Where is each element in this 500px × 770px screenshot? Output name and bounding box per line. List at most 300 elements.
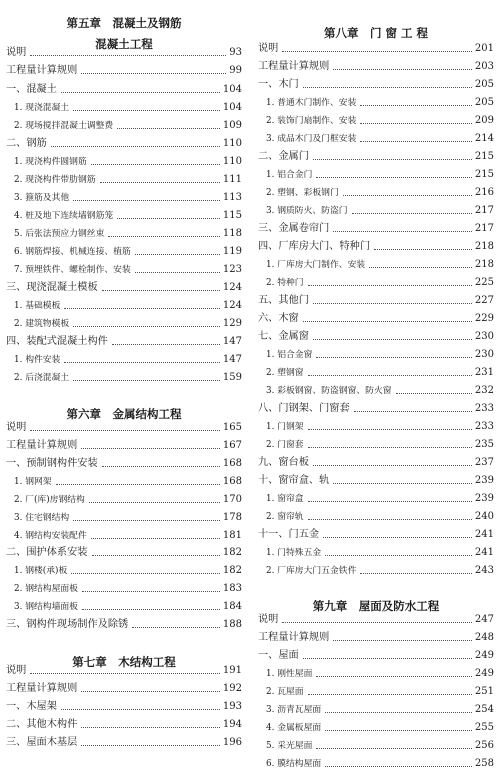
entry-title: 3. 住宅钢结构: [14, 512, 70, 523]
dot-leader: [303, 658, 472, 659]
toc-entry[interactable]: [258, 289, 494, 307]
dot-leader: [117, 128, 220, 129]
page-number: 147: [222, 353, 242, 365]
dot-leader: [308, 694, 472, 695]
toc-subentry[interactable]: [258, 433, 494, 451]
dot-leader: [132, 627, 220, 628]
entry-title: 九、窗台板: [258, 456, 309, 468]
toc-entry[interactable]: [6, 541, 242, 559]
page-number: 159: [222, 371, 242, 383]
toc-subentry[interactable]: [6, 222, 242, 240]
page-number: 178: [222, 511, 242, 523]
entry-title: 一、木屋架: [6, 700, 57, 712]
page-number: 193: [222, 700, 242, 712]
page-number: 241: [474, 528, 494, 540]
dot-leader: [313, 159, 472, 160]
page-number: 205: [474, 78, 494, 90]
toc-subentry[interactable]: [6, 595, 242, 613]
toc-subentry[interactable]: [258, 734, 494, 752]
page-number: 215: [474, 150, 494, 162]
entry-title: 1. 现浇混凝土: [14, 102, 70, 113]
entry-title: 1. 钢楼(承)板: [14, 565, 68, 576]
toc-entry[interactable]: [6, 59, 242, 77]
entry-title: 1. 门钢架: [266, 421, 304, 432]
dot-leader: [56, 484, 220, 485]
dot-leader: [303, 87, 472, 88]
page-number: 247: [474, 613, 494, 625]
toc-subentry[interactable]: [258, 271, 494, 289]
entry-title: 二、围护体系安装: [6, 546, 88, 558]
page-number: 230: [474, 348, 494, 360]
dot-leader: [308, 519, 472, 520]
toc-subentry[interactable]: [6, 96, 242, 114]
toc-entry[interactable]: [6, 713, 242, 731]
entry-title: 三、钢构件现场制作及除锈: [6, 618, 129, 630]
toc-entry[interactable]: [258, 217, 494, 235]
dot-leader: [313, 303, 472, 304]
toc-subentry[interactable]: [6, 488, 242, 506]
toc-entry[interactable]: [6, 330, 242, 348]
entry-title: 工程量计算规则: [258, 60, 330, 72]
page-number: 99: [229, 64, 242, 76]
dot-leader: [308, 285, 472, 286]
chapter-heading: 第六章 金属结构工程: [66, 407, 182, 421]
entry-title: 2. 后浇混凝土: [14, 372, 70, 383]
entry-title: 说明: [258, 613, 279, 625]
entry-title: 工程量计算规则: [6, 439, 78, 451]
toc-subentry[interactable]: [6, 258, 242, 276]
page-number: 182: [222, 546, 242, 558]
page-number: 165: [222, 421, 242, 433]
page-number: 249: [474, 649, 494, 661]
toc-entry[interactable]: [258, 644, 494, 662]
toc-subentry[interactable]: [6, 524, 242, 542]
entry-title: 5. 采光屋面: [266, 740, 313, 751]
dot-leader: [89, 502, 220, 503]
page-number: 203: [474, 60, 494, 72]
toc-subentry[interactable]: [258, 343, 494, 361]
entry-title: 七、金属窗: [258, 330, 309, 342]
page-number: 205: [474, 96, 494, 108]
chapter-heading: 第九章 屋面及防水工程: [312, 599, 440, 613]
entry-title: 三、现浇混凝土模板: [6, 281, 98, 293]
toc-entry[interactable]: [6, 276, 242, 294]
dot-leader: [360, 141, 472, 142]
dot-leader: [135, 254, 220, 255]
dot-leader: [325, 766, 472, 767]
entry-title: 2. 钢结构屋面板: [14, 583, 78, 594]
toc-subentry[interactable]: [258, 163, 494, 181]
toc-subentry[interactable]: [258, 487, 494, 505]
page-number: 217: [474, 222, 494, 234]
dot-leader: [61, 709, 220, 710]
toc-subentry[interactable]: [6, 348, 242, 366]
dot-leader: [81, 727, 220, 728]
entry-title: 说明: [6, 46, 27, 58]
dot-leader: [396, 393, 472, 394]
toc-subentry[interactable]: [258, 559, 494, 577]
toc-entry[interactable]: [6, 659, 242, 677]
entry-title: 1. 刚性屋面: [266, 668, 313, 679]
entry-title: 6. 膜结构屋面: [266, 758, 322, 769]
page-number: 214: [474, 132, 494, 144]
entry-title: 5. 后张法预应力钢丝束: [14, 228, 105, 239]
page-number: 243: [474, 564, 494, 576]
page-number: 232: [474, 384, 494, 396]
dot-leader: [360, 105, 472, 106]
entry-title: 3. 成品木门及门框安装: [266, 133, 357, 144]
dot-leader: [325, 730, 472, 731]
toc-subentry[interactable]: [6, 114, 242, 132]
dot-leader: [282, 622, 472, 623]
entry-title: 三、金属卷帘门: [258, 222, 330, 234]
toc-subentry[interactable]: [258, 109, 494, 127]
toc-subentry[interactable]: [6, 150, 242, 168]
page-number: 191: [222, 664, 242, 676]
dot-leader: [81, 691, 220, 692]
entry-title: 工程量计算规则: [6, 64, 78, 76]
entry-title: 1. 厂库房大门制作、安装: [266, 259, 366, 270]
dot-leader: [73, 380, 220, 381]
page-number: 182: [222, 564, 242, 576]
entry-title: 4. 钢结构安装配件: [14, 530, 87, 541]
dot-leader: [308, 429, 472, 430]
entry-title: 五、其他门: [258, 294, 309, 306]
page-number: 147: [222, 335, 242, 347]
entry-title: 1. 普通木门制作、安装: [266, 97, 357, 108]
dot-leader: [112, 344, 220, 345]
toc-subentry[interactable]: [258, 541, 494, 559]
entry-title: 二、金属门: [258, 150, 309, 162]
entry-title: 十、窗帘盒、轨: [258, 474, 330, 486]
entry-title: 1. 门特殊五金: [266, 547, 322, 558]
page-number: 168: [222, 457, 242, 469]
page-number: 170: [222, 493, 242, 505]
toc-subentry[interactable]: [6, 294, 242, 312]
toc-entry[interactable]: [6, 78, 242, 96]
dot-leader: [333, 483, 472, 484]
page-number: 227: [474, 294, 494, 306]
entry-title: 2. 现场搅拌混凝土调整费: [14, 120, 114, 131]
toc-subentry[interactable]: [6, 559, 242, 577]
dot-leader: [81, 73, 226, 74]
dot-leader: [316, 177, 472, 178]
entry-title: 二、其他木构件: [6, 718, 78, 730]
entry-title: 3. 箍筋及其他: [14, 192, 70, 203]
toc-entry[interactable]: [6, 677, 242, 695]
page-number: 110: [222, 155, 242, 167]
page-number: 109: [222, 119, 242, 131]
page-number: 123: [222, 263, 242, 275]
page-number: 233: [474, 402, 494, 414]
chapter-heading: 第七章 木结构工程: [72, 655, 176, 669]
page-number: 235: [474, 438, 494, 450]
page-number: 248: [474, 631, 494, 643]
entry-title: 2. 门窗套: [266, 439, 304, 450]
page-number: 209: [474, 114, 494, 126]
entry-title: 工程量计算规则: [258, 631, 330, 643]
page-number: 233: [474, 420, 494, 432]
entry-title: 一、屋面: [258, 649, 299, 661]
page-number: 254: [474, 703, 494, 715]
toc-entry[interactable]: [6, 452, 242, 470]
dot-leader: [316, 357, 472, 358]
dot-leader: [82, 591, 220, 592]
page-number: 230: [474, 330, 494, 342]
page-number: 201: [474, 42, 494, 54]
dot-leader: [102, 290, 220, 291]
toc-entry[interactable]: [258, 325, 494, 343]
dot-leader: [108, 236, 220, 237]
entry-title: 1. 现浇构件圆钢筋: [14, 156, 87, 167]
dot-leader: [282, 51, 472, 52]
toc-entry[interactable]: [6, 132, 242, 150]
dot-leader: [360, 123, 472, 124]
dot-leader: [308, 375, 472, 376]
dot-leader: [30, 55, 226, 56]
page-number: 255: [474, 721, 494, 733]
entry-title: 2. 特种门: [266, 277, 304, 288]
entry-title: 3. 沥青瓦屋面: [266, 704, 322, 715]
entry-title: 十一、门五金: [258, 528, 320, 540]
toc-entry[interactable]: [6, 731, 242, 749]
entry-title: 2. 塑钢窗: [266, 367, 304, 378]
dot-leader: [61, 92, 220, 93]
entry-title: 八、门钢架、门窗套: [258, 402, 350, 414]
page-number: 218: [474, 240, 494, 252]
page-number: 251: [474, 685, 494, 697]
entry-title: 四、装配式混凝土构件: [6, 335, 108, 347]
entry-title: 说明: [6, 664, 27, 676]
page-number: 196: [222, 736, 242, 748]
dot-leader: [333, 640, 472, 641]
dot-leader: [316, 748, 472, 749]
dot-leader: [73, 200, 220, 201]
entry-title: 四、厂库房大门、特种门: [258, 240, 371, 252]
page-number: 93: [229, 46, 242, 58]
dot-leader: [325, 712, 472, 713]
page-number: 217: [474, 204, 494, 216]
dot-leader: [303, 321, 472, 322]
toc-subentry[interactable]: [258, 181, 494, 199]
dot-leader: [135, 272, 220, 273]
page-number: 115: [222, 209, 242, 221]
dot-leader: [308, 447, 472, 448]
entry-title: 1. 钢网架: [14, 476, 52, 487]
page-number: 192: [222, 682, 242, 694]
page-number: 241: [474, 546, 494, 558]
page-number: 231: [474, 366, 494, 378]
toc-entry[interactable]: [258, 307, 494, 325]
toc-subentry[interactable]: [6, 577, 242, 595]
dot-leader: [352, 213, 472, 214]
dot-leader: [64, 362, 220, 363]
toc-subentry[interactable]: [6, 366, 242, 384]
page-number: 118: [222, 227, 242, 239]
toc-subentry[interactable]: [258, 379, 494, 397]
entry-title: 说明: [258, 42, 279, 54]
entry-title: 2. 瓦屋面: [266, 686, 304, 697]
toc-subentry[interactable]: [258, 91, 494, 109]
toc-entry[interactable]: [258, 626, 494, 644]
page-number: 181: [222, 529, 242, 541]
entry-title: 3. 钢结构墙面板: [14, 601, 78, 612]
toc-entry[interactable]: [258, 37, 494, 55]
page-number: 215: [474, 168, 494, 180]
page-number: 188: [222, 618, 242, 630]
page-number: 258: [474, 757, 494, 769]
entry-title: 一、木门: [258, 78, 299, 90]
toc-entry[interactable]: [258, 55, 494, 73]
page-number: 110: [222, 137, 242, 149]
toc-subentry[interactable]: [258, 662, 494, 680]
toc-subentry[interactable]: [6, 470, 242, 488]
toc-entry[interactable]: [258, 235, 494, 253]
entry-title: 2. 窗帘轨: [266, 511, 304, 522]
toc-subentry[interactable]: [258, 698, 494, 716]
entry-title: 说明: [6, 421, 27, 433]
page-number: 183: [222, 582, 242, 594]
dot-leader: [333, 69, 472, 70]
toc-entry[interactable]: [258, 523, 494, 541]
dot-leader: [81, 745, 220, 746]
toc-entry[interactable]: [6, 416, 242, 434]
page-number: 168: [222, 475, 242, 487]
dot-leader: [81, 448, 220, 449]
toc-subentry[interactable]: [258, 361, 494, 379]
page-number: 104: [222, 101, 242, 113]
page-number: 184: [222, 600, 242, 612]
toc-entry[interactable]: [6, 434, 242, 452]
dot-leader: [71, 573, 220, 574]
toc-entry[interactable]: [6, 613, 242, 631]
page-number: 113: [222, 191, 242, 203]
entry-title: 2. 塑钢、彩板钢门: [266, 187, 339, 198]
toc-subentry[interactable]: [258, 505, 494, 523]
dot-leader: [64, 308, 220, 309]
entry-title: 2. 建筑物模板: [14, 318, 70, 329]
toc-subentry[interactable]: [6, 506, 242, 524]
dot-leader: [73, 326, 220, 327]
toc-subentry[interactable]: [258, 253, 494, 271]
page-number: 240: [474, 510, 494, 522]
toc-entry[interactable]: [258, 73, 494, 91]
entry-title: 1. 构件安装: [14, 354, 61, 365]
dot-leader: [100, 182, 220, 183]
page-number: 124: [222, 299, 242, 311]
toc-subentry[interactable]: [258, 127, 494, 145]
page-number: 216: [474, 186, 494, 198]
entry-title: 4. 桩及地下连续墙钢筋笼: [14, 210, 114, 221]
page-number: 218: [474, 258, 494, 270]
dot-leader: [323, 537, 472, 538]
entry-title: 4. 金属板屋面: [266, 722, 322, 733]
dot-leader: [308, 501, 472, 502]
page-number: 124: [222, 281, 242, 293]
toc-subentry[interactable]: [258, 680, 494, 698]
entry-title: 3. 彩板钢窗、防盗钢窗、防火窗: [266, 385, 392, 396]
entry-title: 一、混凝土: [6, 83, 57, 95]
page-number: 129: [222, 317, 242, 329]
toc-subentry[interactable]: [6, 168, 242, 186]
dot-leader: [30, 430, 220, 431]
entry-title: 1. 铝合金门: [266, 169, 313, 180]
dot-leader: [73, 110, 220, 111]
toc-entry[interactable]: [258, 145, 494, 163]
toc-entry[interactable]: [258, 451, 494, 469]
toc-subentry[interactable]: [6, 240, 242, 258]
chapter-heading: 第五章 混凝土及钢筋: [66, 16, 182, 30]
entry-title: 三、屋面木基层: [6, 736, 78, 748]
dot-leader: [92, 555, 220, 556]
toc-subentry[interactable]: [6, 186, 242, 204]
entry-title: 6. 钢筋焊接、机械连接、植筋: [14, 246, 131, 257]
toc-entry[interactable]: [258, 397, 494, 415]
entry-title: 六、木窗: [258, 312, 299, 324]
entry-title: 2. 厂库房大门五金铁件: [266, 565, 357, 576]
page-number: 225: [474, 276, 494, 288]
dot-leader: [313, 465, 472, 466]
entry-title: 一、预制钢构件安装: [6, 457, 98, 469]
dot-leader: [369, 267, 472, 268]
dot-leader: [313, 339, 472, 340]
dot-leader: [333, 231, 472, 232]
dot-leader: [117, 218, 220, 219]
chapter-heading: 混凝土工程: [95, 37, 153, 51]
entry-title: 2. 现浇构件带肋钢筋: [14, 174, 96, 185]
dot-leader: [102, 466, 220, 467]
entry-title: 1. 窗帘盒: [266, 493, 304, 504]
dot-leader: [316, 676, 472, 677]
dot-leader: [73, 520, 220, 521]
chapter-heading: 第八章 门 窗 工 程: [323, 26, 428, 40]
entry-title: 2. 厂(库)房钢结构: [14, 494, 85, 505]
entry-title: 1. 铝合金窗: [266, 349, 313, 360]
dot-leader: [343, 195, 472, 196]
page-number: 119: [222, 245, 242, 257]
page-number: 239: [474, 474, 494, 486]
page-number: 111: [222, 173, 242, 185]
toc-subentry[interactable]: [6, 312, 242, 330]
dot-leader: [325, 555, 472, 556]
toc-entry[interactable]: [258, 469, 494, 487]
entry-title: 3. 钢质防火、防盗门: [266, 205, 348, 216]
dot-leader: [354, 411, 472, 412]
dot-leader: [360, 573, 472, 574]
dot-leader: [91, 164, 220, 165]
page-number: 239: [474, 492, 494, 504]
toc-entry[interactable]: [6, 41, 242, 59]
entry-title: 1. 基础模板: [14, 300, 61, 311]
entry-title: 二、钢筋: [6, 137, 47, 149]
entry-title: 7. 预埋铁件、螺栓制作、安装: [14, 264, 131, 275]
toc-subentry[interactable]: [258, 752, 494, 770]
page-number: 194: [222, 718, 242, 730]
dot-leader: [82, 609, 220, 610]
dot-leader: [91, 538, 220, 539]
toc-subentry[interactable]: [258, 199, 494, 217]
toc-entry[interactable]: [6, 695, 242, 713]
page-number: 104: [222, 83, 242, 95]
toc-subentry[interactable]: [258, 415, 494, 433]
page-number: 256: [474, 739, 494, 751]
dot-leader: [51, 146, 220, 147]
entry-title: 工程量计算规则: [6, 682, 78, 694]
page-number: 229: [474, 312, 494, 324]
page-number: 237: [474, 456, 494, 468]
toc-subentry[interactable]: [6, 204, 242, 222]
toc-entry[interactable]: [258, 608, 494, 626]
